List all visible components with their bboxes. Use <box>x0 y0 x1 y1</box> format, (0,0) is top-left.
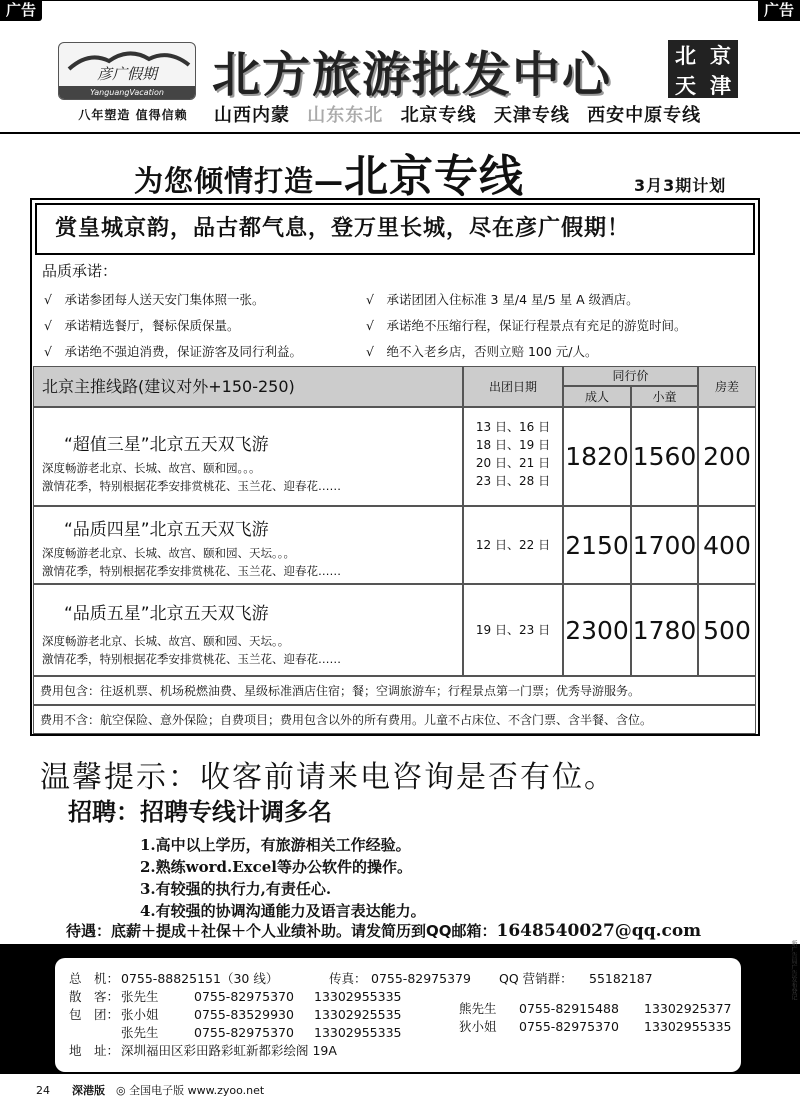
fee-include: 费用包含：往返机票、机场税燃油费、星级标准酒店住宿；餐；空调旅游车；行程景点第一门票；优秀导游服务。 <box>33 676 756 705</box>
table-header-child: 小童 <box>631 386 698 407</box>
adult-price: 1820 <box>563 407 631 506</box>
table-header-date: 出团日期 <box>463 366 563 407</box>
group-phone[interactable]: 0755-82975370 <box>519 1019 619 1034</box>
child-price: 1780 <box>631 584 698 676</box>
contact-row: 总 机： 0755-88825151（30 线） 传真： 0755-82975379 QQ 营销群： 55182187 <box>69 971 653 986</box>
quality-item-left-3: √ 承诺绝不强迫消费，保证游客及同行利益。 <box>44 344 302 359</box>
departure-dates: 13 日、16 日 18 日、19 日 20 日、21 日 23 日、28 日 <box>463 407 563 506</box>
route-item: 西安中原专线 <box>587 105 702 126</box>
booking-tip: 温馨提示：收客前请来电咨询是否有位。 <box>40 760 616 795</box>
contact-card <box>55 958 741 1072</box>
route-name: “超值三星”北京五天双飞游 <box>64 435 269 455</box>
check-icon: √ <box>366 292 374 307</box>
fee-exclude: 费用不含：航空保险、意外保险；自费项目；费用包含以外的所有费用。儿童不占床位、不含门票、含半餐、含位。 <box>33 705 756 734</box>
check-icon: √ <box>366 318 374 333</box>
site-icon: ◎ <box>116 1084 126 1097</box>
edition: 深港版 <box>72 1084 105 1097</box>
headline-prefix: 为您倾情打造— <box>134 164 345 198</box>
child-price: 1700 <box>631 506 698 584</box>
route-item: 山西内蒙 <box>214 105 290 126</box>
retail-phone[interactable]: 0755-82975370 <box>194 989 294 1004</box>
benefit-text: 待遇：底薪＋提成＋社保＋个人业绩补助。请发简历到QQ邮箱： <box>66 922 497 940</box>
brand-title: 北方旅游批发中心 <box>212 47 613 103</box>
quality-item-right-2: √ 承诺绝不压缩行程，保证行程景点有充足的游览时间。 <box>366 318 687 333</box>
plan-label: 3月3期计划 <box>634 176 727 195</box>
route-desc: 激情花季，特别根据花季安排赏桃花、玉兰花、迎春花…… <box>42 479 341 493</box>
group-mobile[interactable]: 13302925535 <box>314 1007 402 1022</box>
fax-number[interactable]: 0755-82975379 <box>371 971 471 986</box>
table-header-price: 同行价 <box>563 366 698 386</box>
group-phone[interactable]: 0755-82975370 <box>194 1025 294 1040</box>
stamp-char: 津 <box>710 74 731 98</box>
group-phone[interactable]: 0755-83529930 <box>194 1007 294 1022</box>
recruit-requirement: 1.高中以上学历，有旅游相关工作经验。 <box>140 836 411 854</box>
room-diff: 500 <box>698 584 756 676</box>
adult-price: 2150 <box>563 506 631 584</box>
check-icon: √ <box>44 318 52 333</box>
slogan: 八年塑造 值得信赖 <box>78 108 188 122</box>
check-icon: √ <box>366 344 374 359</box>
address: 深圳福田区彩田路彩虹新都彩绘阁 19A <box>121 1043 337 1058</box>
recruit-requirement: 4.有较强的协调沟通能力及语言表达能力。 <box>140 902 426 920</box>
ad-label-left: 广告 <box>0 0 42 21</box>
retail-mobile[interactable]: 13302955335 <box>314 989 402 1004</box>
site-url[interactable]: 全国电子版 www.zyoo.net <box>129 1084 265 1097</box>
table-header-adult: 成人 <box>563 386 631 407</box>
stamp-char: 天 <box>675 74 696 98</box>
stamp-char: 北 <box>675 44 696 68</box>
quality-item-right-3: √ 绝不入老乡店，否则立赔 100 元/人。 <box>366 344 598 359</box>
qq-group[interactable]: 55182187 <box>589 971 653 986</box>
top-border <box>0 0 800 4</box>
route-item: 天津专线 <box>493 105 570 126</box>
recruitment-title: 招聘：招聘专线计调多名 <box>68 798 332 826</box>
table-row <box>33 407 463 506</box>
page-footer <box>36 1082 264 1098</box>
side-print: 新广告局广告发布登记 <box>790 940 797 1000</box>
header-divider <box>0 132 800 134</box>
logo-name: 彦广假期 <box>96 65 157 83</box>
child-price: 1560 <box>631 407 698 506</box>
contact-row: 散 客： 张先生 0755-82975370 13302955335 <box>69 989 402 1004</box>
table-row <box>33 584 463 676</box>
departure-dates: 12 日、22 日 <box>463 506 563 584</box>
route-list <box>214 101 711 127</box>
ad-label-right: 广告 <box>758 0 800 21</box>
route-name: “品质四星”北京五天双飞游 <box>64 520 269 540</box>
route-desc: 深度畅游老北京、长城、故宫、颐和园。。。 <box>42 461 261 475</box>
route-desc: 深度畅游老北京、长城、故宫、颐和园、天坛。。 <box>42 634 290 648</box>
route-item: 北京专线 <box>400 105 477 126</box>
contact-row: 张先生 0755-82975370 13302955335 狄小姐 0755-82975370 13302955335 <box>121 1019 732 1040</box>
page-headline <box>134 140 524 204</box>
table-header-room: 房差 <box>698 366 756 407</box>
logo-english: YanguangVacation <box>59 86 195 99</box>
quality-item-right-1: √ 承诺团团入住标准 3 星/4 星/5 星 A 级酒店。 <box>366 292 639 307</box>
route-desc: 深度畅游老北京、长城、故宫、颐和园、天坛。。。 <box>42 546 295 560</box>
contact-row: 包 团： 张小姐 0755-83529930 13302925535 熊先生 0755-82915488 13302925377 <box>69 1001 732 1022</box>
page-number: 24 <box>36 1084 50 1097</box>
check-icon: √ <box>44 344 52 359</box>
beijing-tianjin-stamp <box>668 40 738 98</box>
adult-price: 2300 <box>563 584 631 676</box>
quality-item-left-2: √ 承诺精选餐厅，餐标保质保量。 <box>44 318 240 333</box>
route-name: “品质五星”北京五天双飞游 <box>64 604 269 624</box>
recruit-email[interactable]: 1648540027@qq.com <box>496 921 702 941</box>
group-mobile[interactable]: 13302955335 <box>314 1025 402 1040</box>
stamp-char: 京 <box>710 44 731 68</box>
contact-row: 地 址： 深圳福田区彩田路彩虹新都彩绘阁 19A <box>69 1043 337 1058</box>
quality-item-left-1: √ 承诺参团每人送天安门集体照一张。 <box>44 292 265 307</box>
tagline: 赏皇城京韵，品古都气息，登万里长城，尽在彦广假期！ <box>35 203 755 255</box>
route-desc: 激情花季，特别根据花季安排赏桃花、玉兰花、迎春花…… <box>42 564 341 578</box>
departure-dates: 19 日、23 日 <box>463 584 563 676</box>
room-diff: 400 <box>698 506 756 584</box>
table-header-route: 北京主推线路(建议对外+150-250) <box>33 366 463 407</box>
group-phone[interactable]: 0755-82915488 <box>519 1001 619 1016</box>
headline-main: 北京专线 <box>344 151 525 202</box>
room-diff: 200 <box>698 407 756 506</box>
route-item: 山东东北 <box>307 105 384 126</box>
group-mobile[interactable]: 13302925377 <box>644 1001 732 1016</box>
quality-title: 品质承诺： <box>42 262 118 280</box>
recruit-requirement: 3.有较强的执行力,有责任心. <box>140 880 332 898</box>
recruit-benefit <box>66 920 701 941</box>
company-logo <box>58 42 196 100</box>
table-row <box>33 506 463 584</box>
route-desc: 激情花季，特别根据花季安排赏桃花、玉兰花、迎春花…… <box>42 652 341 666</box>
group-mobile[interactable]: 13302955335 <box>644 1019 732 1034</box>
check-icon: √ <box>44 292 52 307</box>
main-phone[interactable]: 0755-88825151（30 线） <box>121 971 279 986</box>
recruit-requirement: 2.熟练word.Excel等办公软件的操作。 <box>140 858 412 876</box>
